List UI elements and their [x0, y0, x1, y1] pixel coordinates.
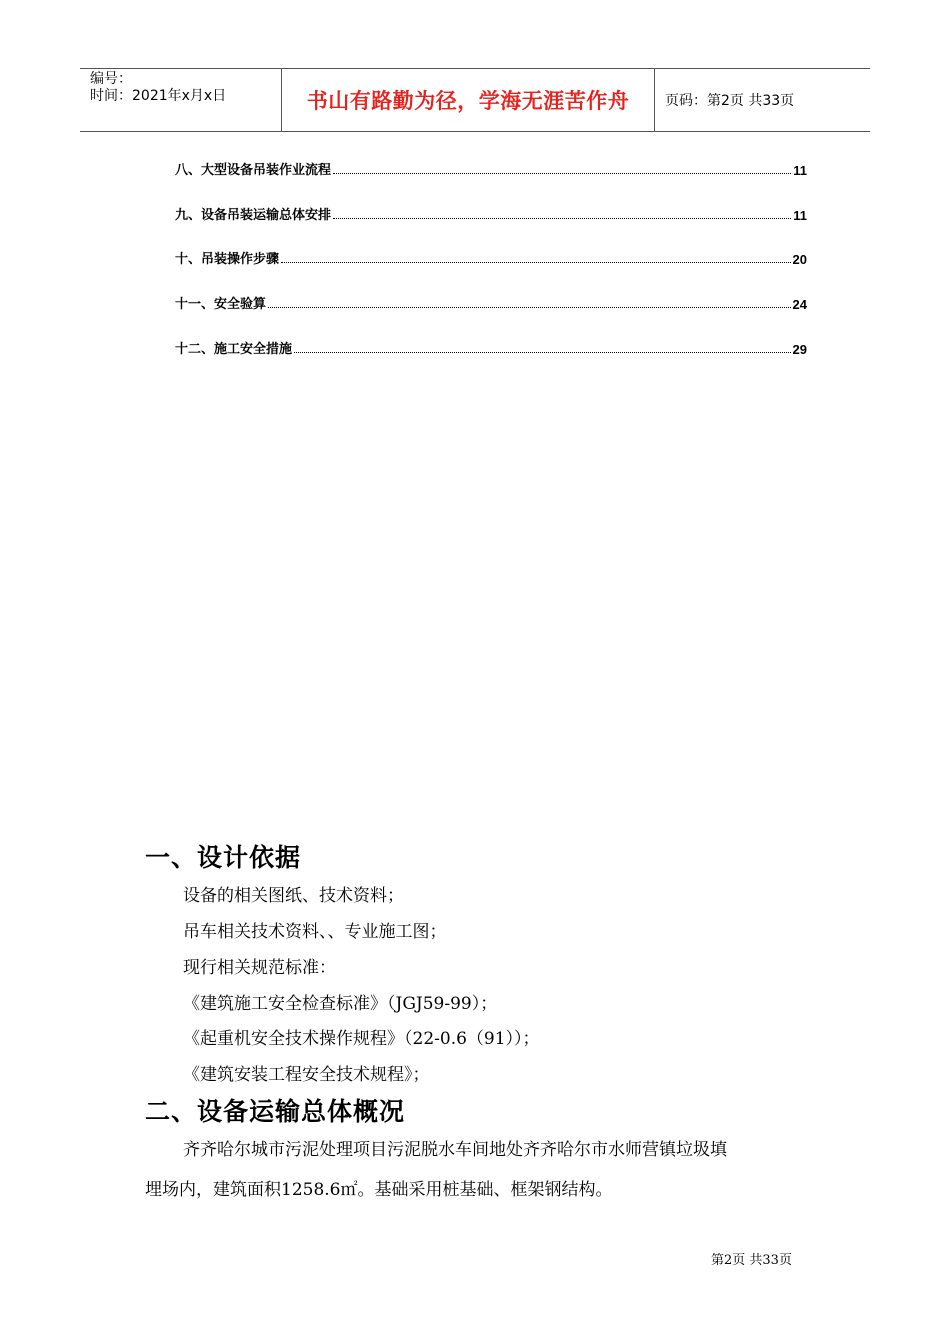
toc-leader-dots — [294, 352, 791, 353]
toc-entry-title: 十、吊装操作步骤 — [175, 252, 280, 267]
toc-entry-title: 九、设备吊装运输总体安排 — [175, 208, 332, 223]
body-line: 吊车相关技术资料、、专业施工图； — [183, 922, 447, 942]
toc-entry-page: 11 — [793, 163, 807, 178]
body-line: 现行相关规范标准： — [183, 958, 336, 978]
toc-entry-title: 十一、安全验算 — [175, 297, 267, 312]
body-line: 《起重机安全技术操作规程》（22-0.6（91））； — [183, 1029, 540, 1049]
body-line: 《建筑安装工程安全技术规程》； — [183, 1065, 430, 1085]
header-time: 时间：2021年x月x日 — [90, 88, 227, 104]
toc-entry-title: 八、大型设备吊装作业流程 — [175, 163, 332, 178]
toc-leader-dots — [268, 307, 791, 308]
body-line: 齐齐哈尔城市污泥处理项目污泥脱水车间地处齐齐哈尔市水师营镇垃圾填 — [183, 1140, 727, 1160]
section-heading-design-basis: 一、设计依据 — [145, 843, 302, 872]
toc-leader-dots — [333, 218, 791, 219]
toc-entry-page: 20 — [792, 252, 807, 267]
toc-entry-page: 11 — [793, 208, 807, 223]
toc-entry-page: 24 — [792, 297, 807, 312]
toc-entry[interactable] — [175, 158, 807, 178]
toc-entry[interactable] — [175, 247, 807, 267]
page-footer: 第2页 共33页 — [711, 1253, 792, 1268]
toc-leader-dots — [281, 262, 791, 263]
body-line: 埋场内，建筑面积1258.6㎡。基础采用桩基础、框架钢结构。 — [145, 1180, 613, 1200]
header-meta — [80, 69, 282, 131]
header-page-info: 页码：第2页 共33页 — [665, 93, 795, 109]
section-heading-transport-overview: 二、设备运输总体概况 — [145, 1097, 406, 1126]
page-header — [80, 68, 870, 132]
toc-leader-dots — [333, 173, 791, 174]
header-number: 编号： — [90, 71, 132, 87]
toc-entry[interactable] — [175, 337, 807, 357]
header-motto: 书山有路勤为径，学海无涯苦作舟 — [282, 69, 655, 131]
toc-entry-page: 29 — [792, 342, 807, 357]
body-line: 《建筑施工安全检查标准》（JGJ59-99）； — [183, 994, 498, 1014]
toc-entry[interactable] — [175, 203, 807, 223]
toc-entry-title: 十二、施工安全措施 — [175, 342, 293, 357]
toc-entry[interactable] — [175, 292, 807, 312]
body-line: 设备的相关图纸、技术资料； — [183, 886, 404, 906]
